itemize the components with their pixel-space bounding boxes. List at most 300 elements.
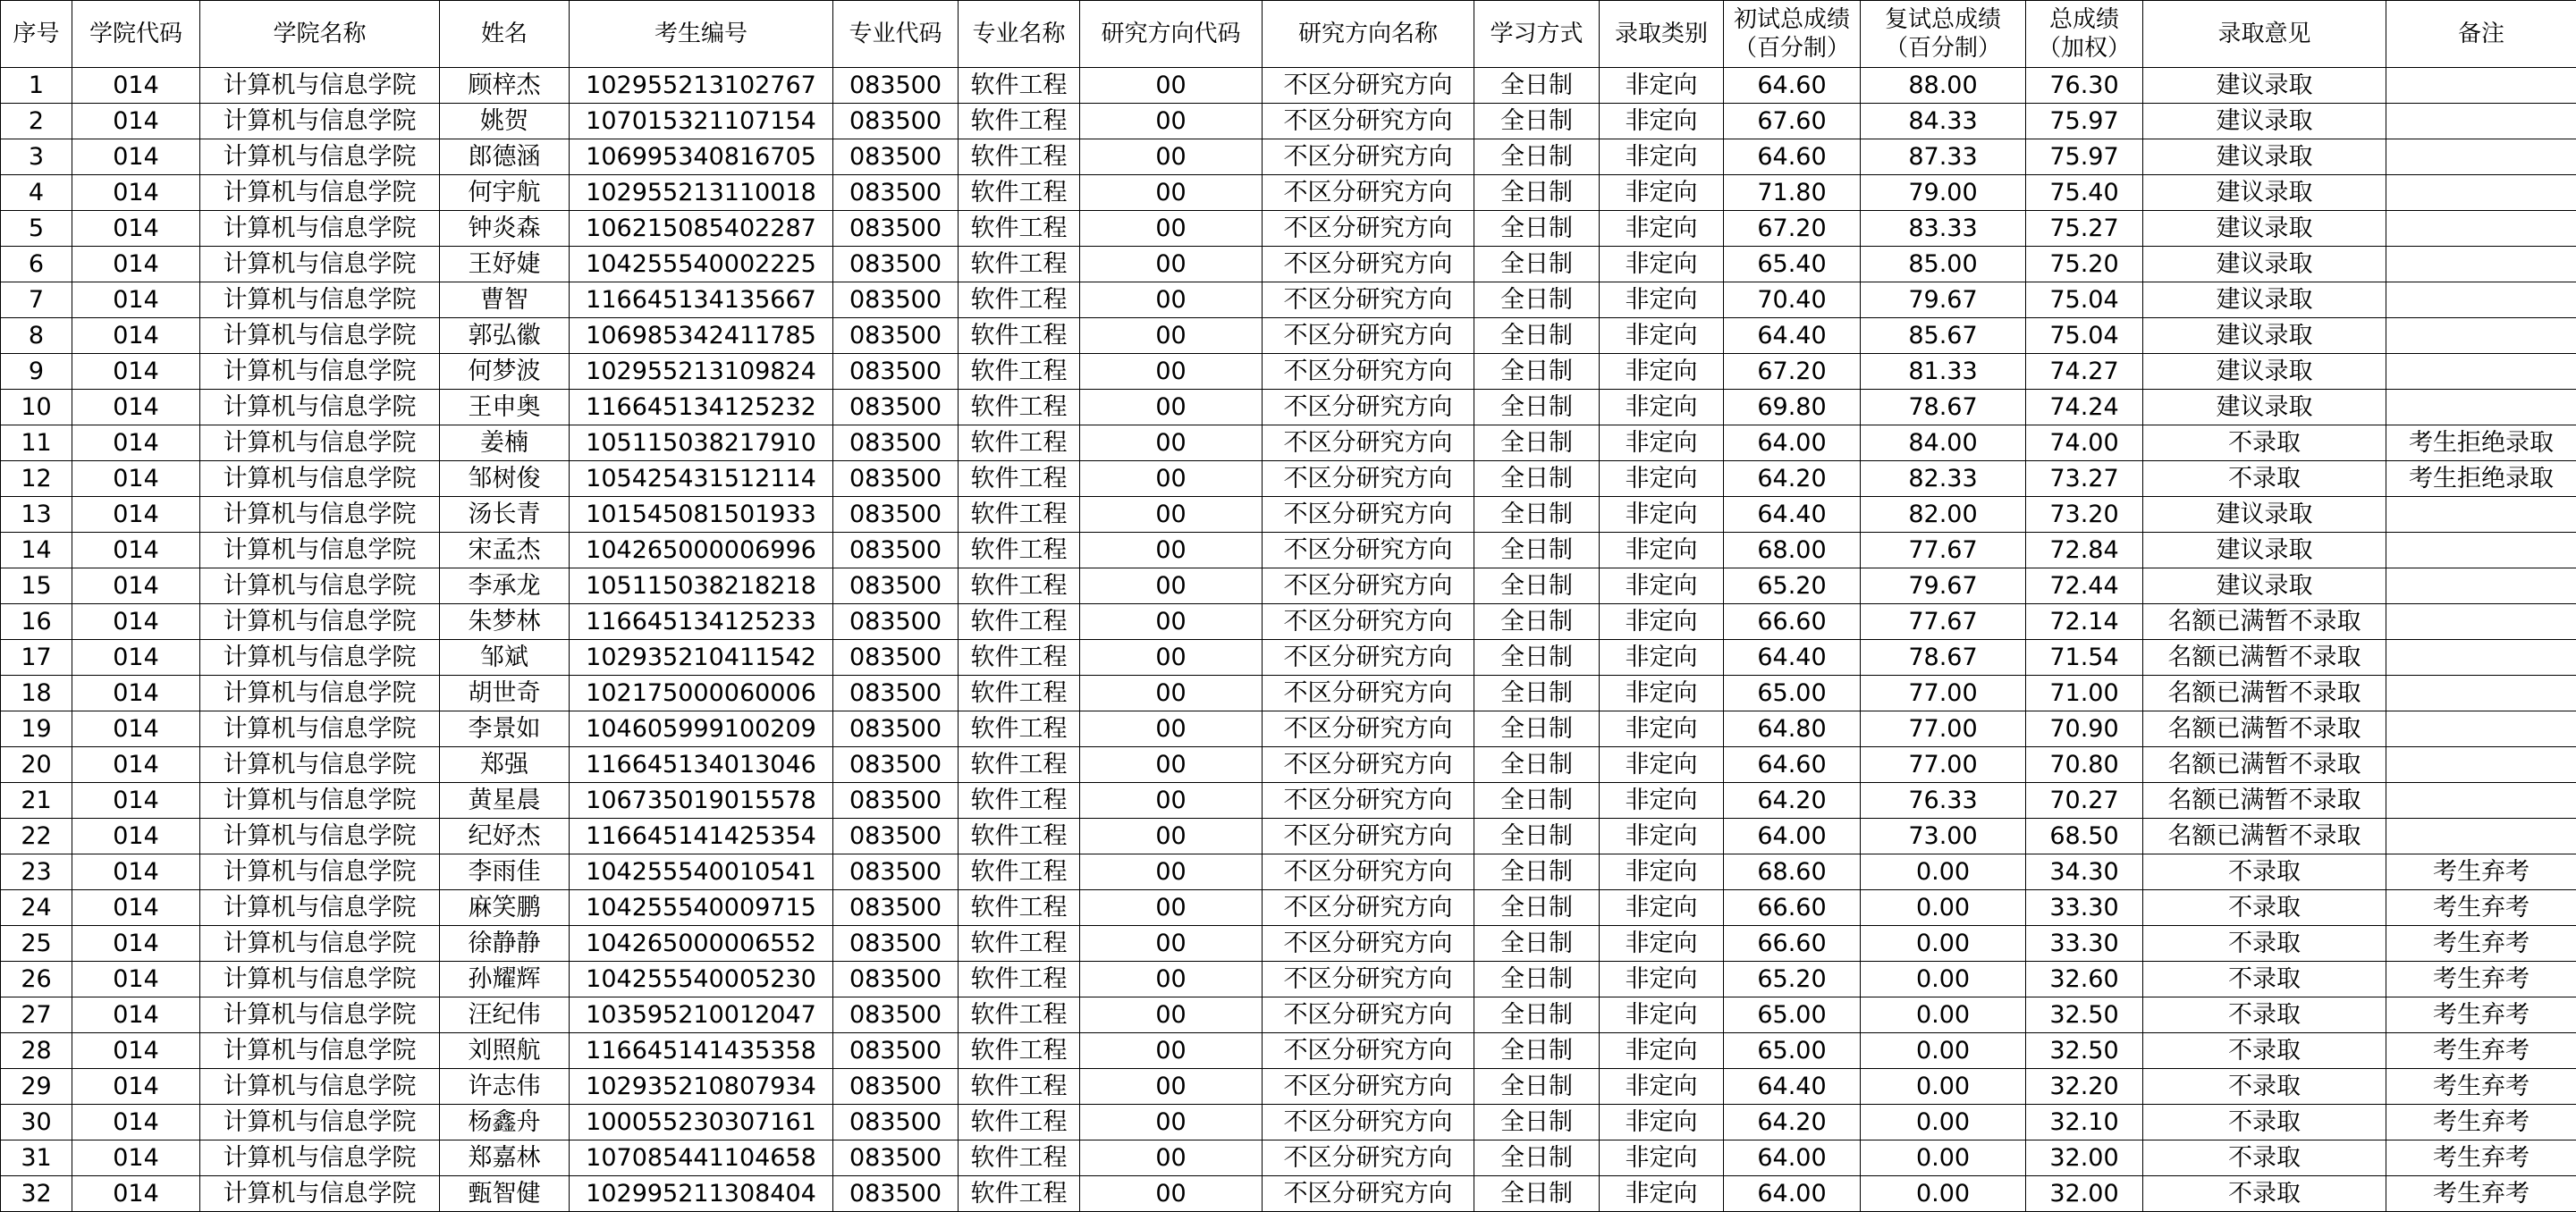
cell-candidate-id: 104255540002225 [570, 247, 833, 282]
cell-total-score: 75.27 [2026, 211, 2143, 247]
cell-major-name: 软件工程 [959, 282, 1080, 318]
cell-remark [2386, 211, 2576, 247]
cell-retest-score: 0.00 [1861, 962, 2026, 997]
cell-prelim-score: 64.40 [1724, 640, 1861, 676]
cell-major-name: 软件工程 [959, 1176, 1080, 1212]
cell-direction-code: 00 [1080, 104, 1263, 139]
col-header-prelim-score-line2: （百分制） [1724, 34, 1860, 63]
cell-direction-name: 不区分研究方向 [1263, 1140, 1474, 1176]
cell-major-name: 软件工程 [959, 425, 1080, 461]
col-header-prelim-score [1724, 1, 1861, 68]
cell-direction-code: 00 [1080, 926, 1263, 962]
cell-direction-name: 不区分研究方向 [1263, 425, 1474, 461]
cell-direction-name: 不区分研究方向 [1263, 604, 1474, 640]
cell-name: 甄智健 [440, 1176, 570, 1212]
cell-total-score: 70.27 [2026, 783, 2143, 819]
col-header-name: 姓名 [440, 1, 570, 68]
cell-retest-score: 78.67 [1861, 640, 2026, 676]
cell-candidate-id: 104265000006996 [570, 533, 833, 568]
cell-major-name: 软件工程 [959, 354, 1080, 390]
cell-index: 25 [1, 926, 72, 962]
cell-direction-code: 00 [1080, 1033, 1263, 1069]
cell-major-name: 软件工程 [959, 1140, 1080, 1176]
cell-college-name: 计算机与信息学院 [200, 354, 440, 390]
cell-remark [2386, 68, 2576, 104]
cell-name: 汤长青 [440, 497, 570, 533]
cell-college-name: 计算机与信息学院 [200, 390, 440, 425]
cell-candidate-id: 116645134125232 [570, 390, 833, 425]
cell-retest-score: 77.00 [1861, 676, 2026, 711]
cell-study-mode: 全日制 [1474, 676, 1600, 711]
cell-decision: 名额已满暂不录取 [2143, 711, 2386, 747]
cell-candidate-id: 102955213102767 [570, 68, 833, 104]
cell-direction-code: 00 [1080, 604, 1263, 640]
cell-major-code: 083500 [833, 425, 959, 461]
header-row [1, 1, 2576, 68]
cell-major-name: 软件工程 [959, 68, 1080, 104]
cell-decision: 不录取 [2143, 1140, 2386, 1176]
cell-direction-name: 不区分研究方向 [1263, 711, 1474, 747]
cell-prelim-score: 66.60 [1724, 604, 1861, 640]
cell-candidate-id: 104255540009715 [570, 890, 833, 926]
cell-major-name: 软件工程 [959, 676, 1080, 711]
table-row [1, 568, 2576, 604]
cell-total-score: 32.20 [2026, 1069, 2143, 1105]
cell-college-code: 014 [72, 68, 200, 104]
cell-major-name: 软件工程 [959, 175, 1080, 211]
cell-index: 10 [1, 390, 72, 425]
cell-study-mode: 全日制 [1474, 139, 1600, 175]
cell-admission-type: 非定向 [1600, 318, 1724, 354]
cell-college-name: 计算机与信息学院 [200, 1105, 440, 1140]
table-row [1, 1069, 2576, 1105]
cell-retest-score: 84.00 [1861, 425, 2026, 461]
cell-candidate-id: 104605999100209 [570, 711, 833, 747]
col-header-total-score-line2: （加权） [2026, 34, 2142, 63]
cell-candidate-id: 102955213109824 [570, 354, 833, 390]
table-row [1, 104, 2576, 139]
cell-index: 22 [1, 819, 72, 854]
cell-remark [2386, 282, 2576, 318]
cell-major-name: 软件工程 [959, 318, 1080, 354]
cell-college-code: 014 [72, 139, 200, 175]
cell-direction-code: 00 [1080, 211, 1263, 247]
cell-study-mode: 全日制 [1474, 568, 1600, 604]
cell-direction-name: 不区分研究方向 [1263, 139, 1474, 175]
cell-name: 纪妤杰 [440, 819, 570, 854]
cell-decision: 建议录取 [2143, 318, 2386, 354]
cell-name: 何宇航 [440, 175, 570, 211]
cell-direction-code: 00 [1080, 354, 1263, 390]
cell-major-name: 软件工程 [959, 211, 1080, 247]
cell-direction-code: 00 [1080, 282, 1263, 318]
cell-direction-code: 00 [1080, 962, 1263, 997]
cell-retest-score: 78.67 [1861, 390, 2026, 425]
cell-retest-score: 0.00 [1861, 997, 2026, 1033]
cell-candidate-id: 104255540005230 [570, 962, 833, 997]
cell-direction-code: 00 [1080, 390, 1263, 425]
col-header-admission-type: 录取类别 [1600, 1, 1724, 68]
cell-college-code: 014 [72, 425, 200, 461]
cell-study-mode: 全日制 [1474, 497, 1600, 533]
cell-prelim-score: 64.60 [1724, 139, 1861, 175]
cell-total-score: 33.30 [2026, 890, 2143, 926]
cell-study-mode: 全日制 [1474, 1140, 1600, 1176]
cell-candidate-id: 106215085402287 [570, 211, 833, 247]
cell-prelim-score: 65.00 [1724, 997, 1861, 1033]
cell-major-code: 083500 [833, 747, 959, 783]
cell-name: 宋孟杰 [440, 533, 570, 568]
cell-college-code: 014 [72, 497, 200, 533]
cell-major-code: 083500 [833, 819, 959, 854]
cell-total-score: 32.50 [2026, 1033, 2143, 1069]
cell-candidate-id: 104265000006552 [570, 926, 833, 962]
cell-college-name: 计算机与信息学院 [200, 854, 440, 890]
cell-direction-name: 不区分研究方向 [1263, 68, 1474, 104]
cell-college-name: 计算机与信息学院 [200, 676, 440, 711]
cell-index: 31 [1, 1140, 72, 1176]
cell-name: 朱梦林 [440, 604, 570, 640]
cell-direction-code: 00 [1080, 711, 1263, 747]
cell-index: 21 [1, 783, 72, 819]
cell-remark: 考生弃考 [2386, 926, 2576, 962]
cell-direction-name: 不区分研究方向 [1263, 282, 1474, 318]
cell-decision: 建议录取 [2143, 497, 2386, 533]
cell-direction-name: 不区分研究方向 [1263, 533, 1474, 568]
cell-major-name: 软件工程 [959, 854, 1080, 890]
cell-prelim-score: 67.20 [1724, 354, 1861, 390]
cell-admission-type: 非定向 [1600, 175, 1724, 211]
cell-total-score: 32.00 [2026, 1176, 2143, 1212]
cell-college-name: 计算机与信息学院 [200, 247, 440, 282]
cell-direction-name: 不区分研究方向 [1263, 819, 1474, 854]
cell-index: 3 [1, 139, 72, 175]
cell-study-mode: 全日制 [1474, 997, 1600, 1033]
cell-study-mode: 全日制 [1474, 1176, 1600, 1212]
table-row [1, 1033, 2576, 1069]
cell-retest-score: 73.00 [1861, 819, 2026, 854]
cell-college-code: 014 [72, 1105, 200, 1140]
cell-direction-name: 不区分研究方向 [1263, 568, 1474, 604]
cell-prelim-score: 64.00 [1724, 819, 1861, 854]
cell-decision: 建议录取 [2143, 282, 2386, 318]
cell-study-mode: 全日制 [1474, 640, 1600, 676]
cell-name: 姜楠 [440, 425, 570, 461]
cell-direction-name: 不区分研究方向 [1263, 997, 1474, 1033]
cell-major-code: 083500 [833, 854, 959, 890]
cell-college-code: 014 [72, 247, 200, 282]
cell-remark: 考生弃考 [2386, 890, 2576, 926]
cell-study-mode: 全日制 [1474, 68, 1600, 104]
cell-decision: 名额已满暂不录取 [2143, 676, 2386, 711]
cell-major-name: 软件工程 [959, 497, 1080, 533]
cell-index: 17 [1, 640, 72, 676]
table-row [1, 175, 2576, 211]
col-header-direction-code: 研究方向代码 [1080, 1, 1263, 68]
cell-name: 顾梓杰 [440, 68, 570, 104]
cell-major-name: 软件工程 [959, 890, 1080, 926]
cell-decision: 不录取 [2143, 1069, 2386, 1105]
cell-study-mode: 全日制 [1474, 211, 1600, 247]
cell-candidate-id: 105425431512114 [570, 461, 833, 497]
cell-retest-score: 85.67 [1861, 318, 2026, 354]
cell-direction-name: 不区分研究方向 [1263, 962, 1474, 997]
cell-major-code: 083500 [833, 68, 959, 104]
cell-direction-code: 00 [1080, 997, 1263, 1033]
cell-index: 26 [1, 962, 72, 997]
cell-college-name: 计算机与信息学院 [200, 461, 440, 497]
cell-major-code: 083500 [833, 247, 959, 282]
cell-admission-type: 非定向 [1600, 1069, 1724, 1105]
cell-college-code: 014 [72, 282, 200, 318]
col-header-index: 序号 [1, 1, 72, 68]
cell-major-code: 083500 [833, 711, 959, 747]
cell-admission-type: 非定向 [1600, 926, 1724, 962]
cell-admission-type: 非定向 [1600, 282, 1724, 318]
cell-admission-type: 非定向 [1600, 68, 1724, 104]
cell-index: 15 [1, 568, 72, 604]
cell-decision: 不录取 [2143, 926, 2386, 962]
cell-decision: 不录取 [2143, 461, 2386, 497]
cell-direction-name: 不区分研究方向 [1263, 390, 1474, 425]
cell-college-code: 014 [72, 175, 200, 211]
cell-direction-name: 不区分研究方向 [1263, 461, 1474, 497]
cell-major-code: 083500 [833, 676, 959, 711]
cell-decision: 不录取 [2143, 890, 2386, 926]
cell-total-score: 72.44 [2026, 568, 2143, 604]
cell-name: 徐静静 [440, 926, 570, 962]
cell-direction-name: 不区分研究方向 [1263, 1105, 1474, 1140]
cell-admission-type: 非定向 [1600, 854, 1724, 890]
cell-prelim-score: 64.00 [1724, 1140, 1861, 1176]
table-row [1, 1140, 2576, 1176]
cell-total-score: 32.50 [2026, 997, 2143, 1033]
cell-index: 28 [1, 1033, 72, 1069]
col-header-college-name: 学院名称 [200, 1, 440, 68]
cell-prelim-score: 70.40 [1724, 282, 1861, 318]
cell-college-name: 计算机与信息学院 [200, 68, 440, 104]
col-header-decision: 录取意见 [2143, 1, 2386, 68]
cell-index: 9 [1, 354, 72, 390]
cell-retest-score: 0.00 [1861, 1140, 2026, 1176]
cell-college-code: 014 [72, 533, 200, 568]
cell-major-code: 083500 [833, 604, 959, 640]
cell-candidate-id: 105115038218218 [570, 568, 833, 604]
cell-admission-type: 非定向 [1600, 997, 1724, 1033]
cell-index: 18 [1, 676, 72, 711]
cell-direction-name: 不区分研究方向 [1263, 497, 1474, 533]
cell-remark [2386, 819, 2576, 854]
table-row [1, 282, 2576, 318]
cell-total-score: 74.00 [2026, 425, 2143, 461]
cell-total-score: 76.30 [2026, 68, 2143, 104]
cell-college-name: 计算机与信息学院 [200, 175, 440, 211]
cell-retest-score: 0.00 [1861, 1176, 2026, 1212]
cell-decision: 建议录取 [2143, 211, 2386, 247]
cell-major-code: 083500 [833, 1069, 959, 1105]
cell-major-code: 083500 [833, 962, 959, 997]
cell-study-mode: 全日制 [1474, 926, 1600, 962]
cell-decision: 建议录取 [2143, 354, 2386, 390]
cell-candidate-id: 103595210012047 [570, 997, 833, 1033]
cell-name: 郑嘉林 [440, 1140, 570, 1176]
cell-prelim-score: 64.40 [1724, 318, 1861, 354]
table-row [1, 676, 2576, 711]
table-header [1, 1, 2576, 68]
table-row [1, 926, 2576, 962]
cell-major-name: 软件工程 [959, 783, 1080, 819]
cell-retest-score: 0.00 [1861, 1033, 2026, 1069]
cell-index: 4 [1, 175, 72, 211]
cell-college-code: 014 [72, 676, 200, 711]
cell-name: 邹斌 [440, 640, 570, 676]
cell-direction-code: 00 [1080, 1105, 1263, 1140]
cell-name: 钟炎森 [440, 211, 570, 247]
cell-name: 何梦波 [440, 354, 570, 390]
table-row [1, 461, 2576, 497]
cell-study-mode: 全日制 [1474, 1033, 1600, 1069]
col-header-retest-score [1861, 1, 2026, 68]
cell-college-name: 计算机与信息学院 [200, 997, 440, 1033]
cell-retest-score: 0.00 [1861, 926, 2026, 962]
cell-candidate-id: 107085441104658 [570, 1140, 833, 1176]
cell-name: 郎德涵 [440, 139, 570, 175]
cell-direction-name: 不区分研究方向 [1263, 318, 1474, 354]
table-row [1, 1176, 2576, 1212]
cell-major-name: 软件工程 [959, 711, 1080, 747]
cell-direction-name: 不区分研究方向 [1263, 175, 1474, 211]
cell-admission-type: 非定向 [1600, 247, 1724, 282]
cell-college-code: 014 [72, 819, 200, 854]
cell-major-code: 083500 [833, 1105, 959, 1140]
cell-study-mode: 全日制 [1474, 282, 1600, 318]
cell-total-score: 33.30 [2026, 926, 2143, 962]
cell-college-name: 计算机与信息学院 [200, 640, 440, 676]
cell-retest-score: 0.00 [1861, 854, 2026, 890]
cell-decision: 建议录取 [2143, 533, 2386, 568]
table-row [1, 819, 2576, 854]
cell-college-name: 计算机与信息学院 [200, 568, 440, 604]
cell-prelim-score: 65.00 [1724, 1033, 1861, 1069]
cell-decision: 建议录取 [2143, 390, 2386, 425]
cell-retest-score: 77.67 [1861, 604, 2026, 640]
cell-name: 刘照航 [440, 1033, 570, 1069]
cell-major-code: 083500 [833, 390, 959, 425]
cell-major-code: 083500 [833, 175, 959, 211]
cell-college-name: 计算机与信息学院 [200, 711, 440, 747]
cell-name: 李雨佳 [440, 854, 570, 890]
cell-remark: 考生弃考 [2386, 1033, 2576, 1069]
cell-major-name: 软件工程 [959, 819, 1080, 854]
cell-remark [2386, 354, 2576, 390]
table-row [1, 497, 2576, 533]
cell-admission-type: 非定向 [1600, 211, 1724, 247]
cell-college-name: 计算机与信息学院 [200, 425, 440, 461]
cell-college-code: 014 [72, 1140, 200, 1176]
cell-decision: 不录取 [2143, 997, 2386, 1033]
cell-major-name: 软件工程 [959, 747, 1080, 783]
cell-direction-name: 不区分研究方向 [1263, 747, 1474, 783]
cell-total-score: 75.04 [2026, 282, 2143, 318]
cell-major-code: 083500 [833, 139, 959, 175]
cell-total-score: 73.27 [2026, 461, 2143, 497]
cell-major-code: 083500 [833, 997, 959, 1033]
cell-decision: 名额已满暂不录取 [2143, 747, 2386, 783]
cell-prelim-score: 64.60 [1724, 747, 1861, 783]
cell-major-code: 083500 [833, 1176, 959, 1212]
cell-prelim-score: 64.00 [1724, 1176, 1861, 1212]
cell-college-code: 014 [72, 711, 200, 747]
cell-direction-name: 不区分研究方向 [1263, 247, 1474, 282]
cell-index: 20 [1, 747, 72, 783]
cell-college-name: 计算机与信息学院 [200, 890, 440, 926]
table-row [1, 997, 2576, 1033]
cell-index: 5 [1, 211, 72, 247]
cell-college-name: 计算机与信息学院 [200, 139, 440, 175]
cell-retest-score: 85.00 [1861, 247, 2026, 282]
cell-decision: 名额已满暂不录取 [2143, 783, 2386, 819]
cell-major-code: 083500 [833, 568, 959, 604]
cell-direction-code: 00 [1080, 247, 1263, 282]
cell-direction-name: 不区分研究方向 [1263, 676, 1474, 711]
cell-study-mode: 全日制 [1474, 819, 1600, 854]
cell-direction-code: 00 [1080, 139, 1263, 175]
cell-study-mode: 全日制 [1474, 783, 1600, 819]
cell-college-code: 014 [72, 461, 200, 497]
cell-admission-type: 非定向 [1600, 139, 1724, 175]
cell-direction-code: 00 [1080, 1140, 1263, 1176]
cell-total-score: 34.30 [2026, 854, 2143, 890]
col-header-major-code: 专业代码 [833, 1, 959, 68]
cell-study-mode: 全日制 [1474, 318, 1600, 354]
cell-total-score: 75.97 [2026, 104, 2143, 139]
cell-prelim-score: 65.00 [1724, 676, 1861, 711]
cell-admission-type: 非定向 [1600, 819, 1724, 854]
cell-major-code: 083500 [833, 354, 959, 390]
cell-study-mode: 全日制 [1474, 747, 1600, 783]
cell-direction-code: 00 [1080, 890, 1263, 926]
cell-decision: 建议录取 [2143, 175, 2386, 211]
cell-major-code: 083500 [833, 282, 959, 318]
cell-remark: 考生弃考 [2386, 854, 2576, 890]
cell-college-code: 014 [72, 1069, 200, 1105]
cell-remark [2386, 497, 2576, 533]
cell-study-mode: 全日制 [1474, 533, 1600, 568]
cell-college-name: 计算机与信息学院 [200, 211, 440, 247]
cell-college-code: 014 [72, 1033, 200, 1069]
col-header-candidate-id: 考生编号 [570, 1, 833, 68]
cell-remark: 考生弃考 [2386, 1140, 2576, 1176]
table-row [1, 425, 2576, 461]
cell-total-score: 75.04 [2026, 318, 2143, 354]
cell-direction-code: 00 [1080, 68, 1263, 104]
cell-decision: 不录取 [2143, 962, 2386, 997]
cell-study-mode: 全日制 [1474, 962, 1600, 997]
table-row [1, 139, 2576, 175]
table-row [1, 890, 2576, 926]
table-row [1, 318, 2576, 354]
table-row [1, 604, 2576, 640]
cell-index: 12 [1, 461, 72, 497]
cell-total-score: 74.27 [2026, 354, 2143, 390]
cell-index: 27 [1, 997, 72, 1033]
cell-college-name: 计算机与信息学院 [200, 497, 440, 533]
cell-candidate-id: 116645134125233 [570, 604, 833, 640]
cell-remark [2386, 604, 2576, 640]
cell-direction-code: 00 [1080, 497, 1263, 533]
cell-major-name: 软件工程 [959, 1033, 1080, 1069]
cell-admission-type: 非定向 [1600, 104, 1724, 139]
